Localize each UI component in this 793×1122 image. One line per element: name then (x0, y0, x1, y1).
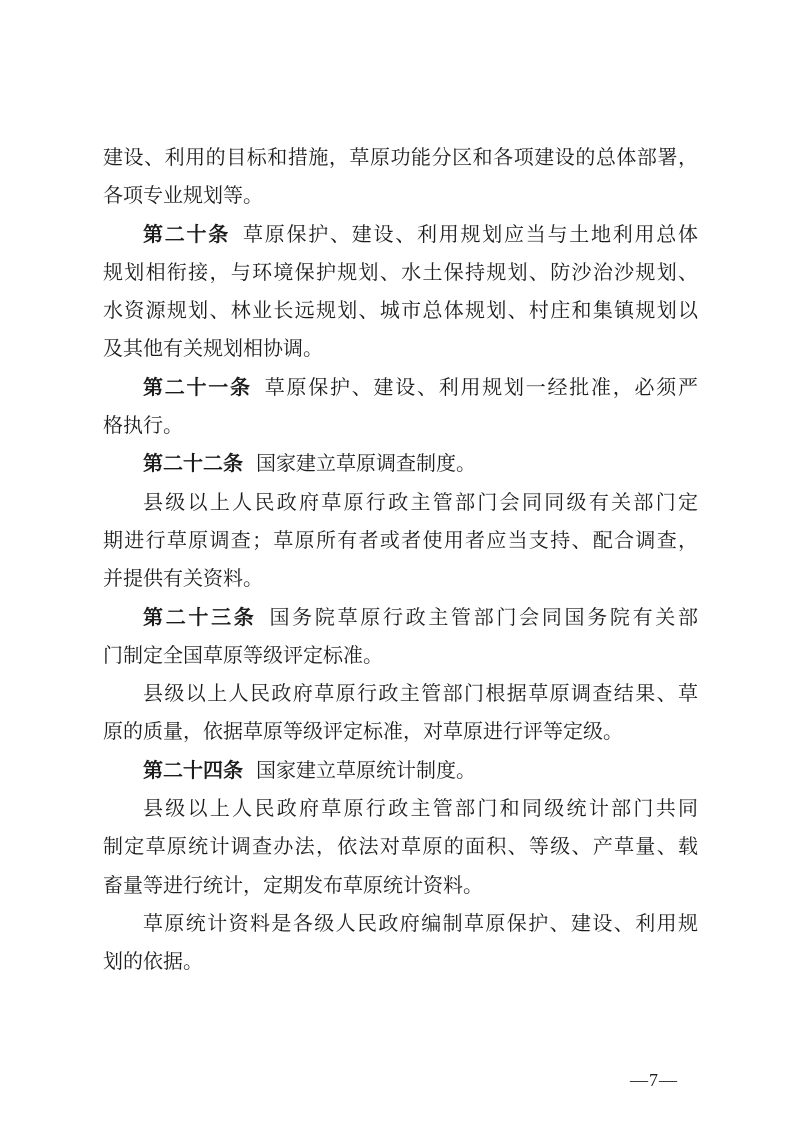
line-text: 制定草原统计调查办法，依法对草原的面积、等级、产草量、载 (103, 836, 698, 859)
text-line (103, 675, 698, 713)
line-text: 原的质量，依据草原等级评定标准，对草原进行评等定级。 (103, 721, 623, 744)
text-line (103, 177, 698, 215)
line-text: 草原统计资料是各级人民政府编制草原保护、建设、利用规 (143, 912, 698, 935)
text-line (103, 905, 698, 943)
line-text: 门制定全国草原等级评定标准。 (103, 644, 383, 667)
text-line (103, 445, 698, 483)
line-text: 及其他有关规划相协调。 (103, 338, 323, 361)
text-line (103, 216, 698, 254)
line-text: 规划相衔接，与环境保护规划、水土保持规划、防沙治沙规划、 (103, 261, 698, 284)
article-number: 第二十三条 (143, 606, 257, 629)
text-line (103, 943, 698, 981)
line-text: 建设、利用的目标和措施，草原功能分区和各项建设的总体部署， (103, 147, 698, 169)
text-line (103, 330, 698, 368)
line-text: 划的依据。 (103, 951, 203, 974)
text-line (103, 599, 698, 637)
line-text: 畜量等进行统计，定期发布草原统计资料。 (103, 874, 483, 897)
text-line (103, 713, 698, 751)
text-line (103, 522, 698, 560)
text-line (103, 752, 698, 790)
text-line (103, 828, 698, 866)
body-text (103, 139, 698, 982)
line-text: 县级以上人民政府草原行政主管部门会同同级有关部门定 (143, 491, 698, 514)
article-number: 第二十一条 (143, 376, 252, 399)
line-text: 国家建立草原调查制度。 (256, 453, 476, 476)
text-line (103, 139, 698, 177)
text-line (103, 484, 698, 522)
text-line (103, 637, 698, 675)
text-line (103, 867, 698, 905)
text-line (103, 369, 698, 407)
page-number: —7— (630, 1070, 678, 1090)
text-line (103, 254, 698, 292)
article-number: 第二十四条 (143, 759, 243, 782)
text-line (103, 407, 698, 445)
line-text: 县级以上人民政府草原行政主管部门根据草原调查结果、草 (143, 683, 698, 706)
line-text: 各项专业规划等。 (103, 185, 263, 208)
article-number: 第二十二条 (143, 453, 243, 476)
text-line (103, 292, 698, 330)
line-text: 水资源规划、林业长远规划、城市总体规划、村庄和集镇规划以 (103, 300, 698, 323)
line-text: 国务院草原行政主管部门会同国务院有关部 (269, 606, 699, 629)
article-number: 第二十条 (143, 223, 230, 246)
line-text: 草原保护、建设、利用规划应当与土地利用总体 (243, 223, 698, 246)
line-text: 格执行。 (103, 415, 183, 438)
text-line (103, 560, 698, 598)
text-line (103, 790, 698, 828)
line-text: 国家建立草原统计制度。 (256, 759, 476, 782)
line-text: 草原保护、建设、利用规划一经批准，必须严 (264, 376, 698, 399)
line-text: 期进行草原调查；草原所有者或者使用者应当支持、配合调查， (103, 529, 698, 552)
line-text: 县级以上人民政府草原行政主管部门和同级统计部门共同 (143, 798, 698, 821)
line-text: 并提供有关资料。 (103, 568, 263, 591)
